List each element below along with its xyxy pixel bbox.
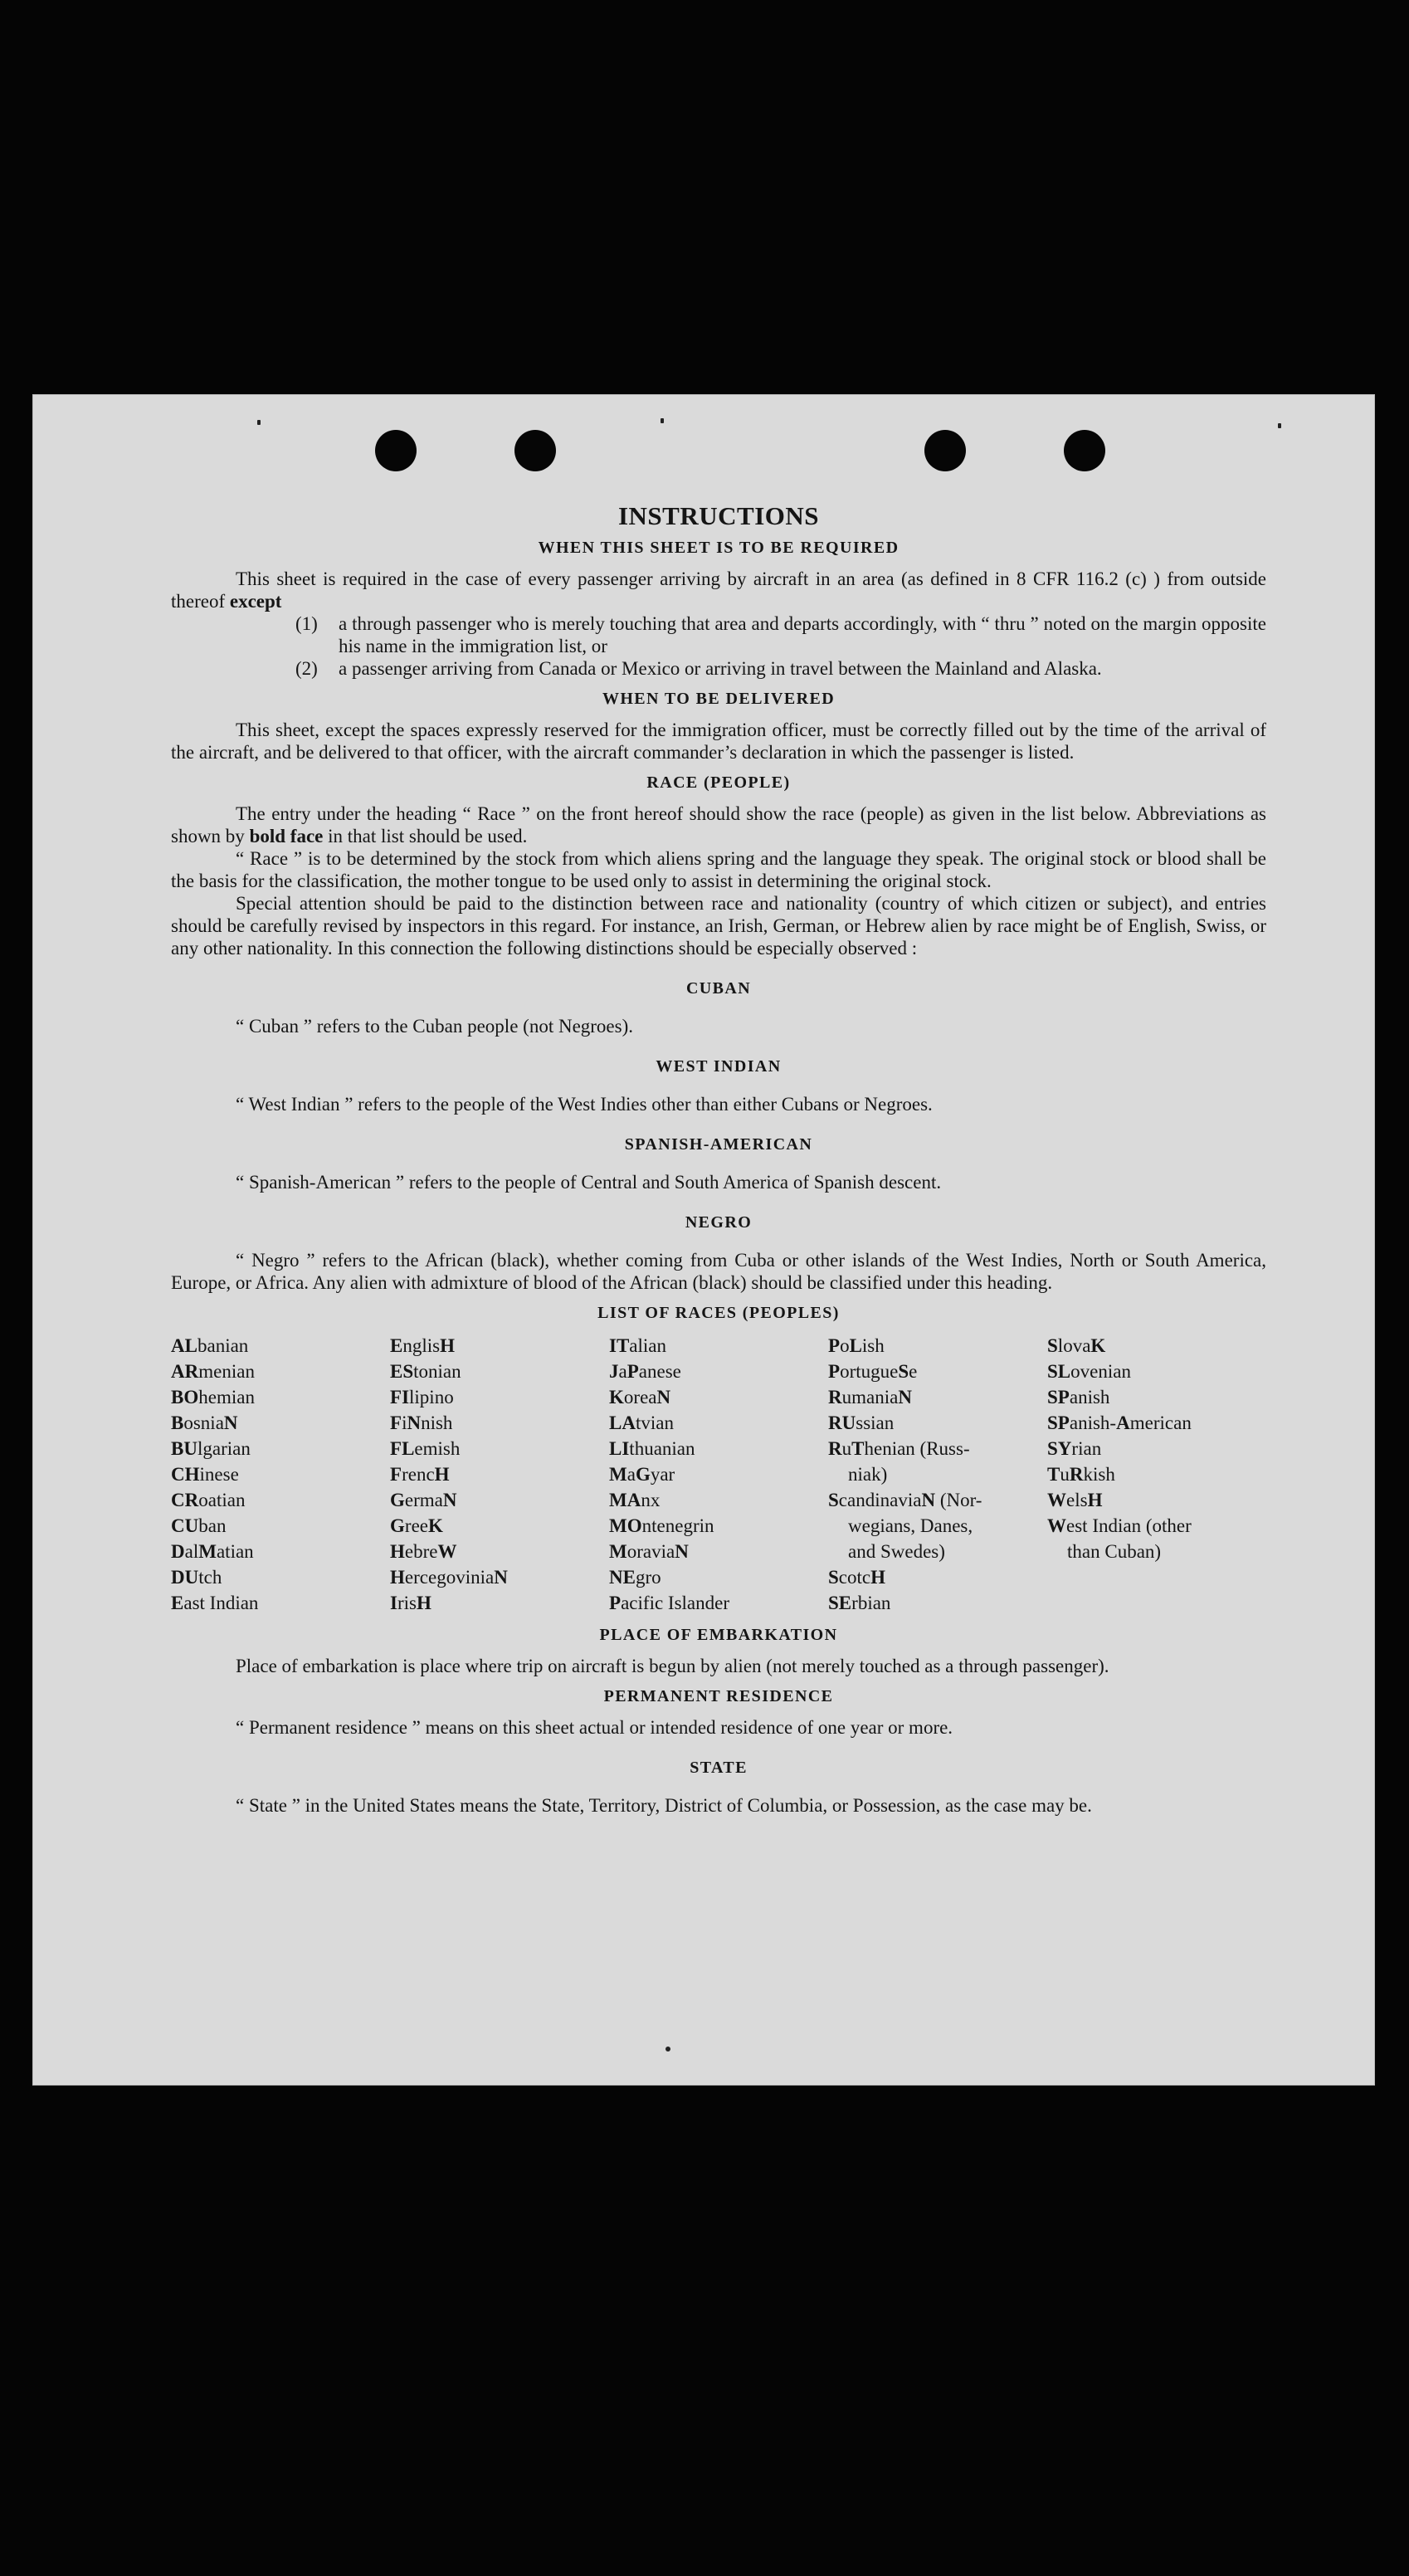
race-item: MoraviaN xyxy=(609,1541,689,1562)
paper-speck xyxy=(661,418,664,423)
race-item: NEgro xyxy=(609,1567,661,1588)
punch-hole xyxy=(1064,430,1105,471)
race-item: MOntenegrin xyxy=(609,1515,714,1536)
race-item: HebreW xyxy=(390,1541,457,1562)
heading-state: STATE xyxy=(690,1759,748,1777)
race-item: ScandinaviaN (Nor- xyxy=(828,1490,982,1510)
race-item: CUban xyxy=(171,1515,227,1536)
race-item: RuThenian (Russ- xyxy=(828,1438,970,1459)
heading-residence: PERMANENT RESIDENCE xyxy=(603,1687,834,1705)
document-page xyxy=(33,395,1374,2085)
paper-speck xyxy=(665,2047,670,2052)
race-item: East Indian xyxy=(171,1593,259,1613)
race-column xyxy=(828,1333,1047,1616)
race-item: CRoatian xyxy=(171,1490,246,1510)
race-column xyxy=(171,1333,390,1616)
race-item: TuRkish xyxy=(1047,1464,1115,1485)
race-item: EStonian xyxy=(390,1361,461,1382)
race-item: and Swedes) xyxy=(848,1541,945,1562)
race-item: RUssian xyxy=(828,1412,895,1433)
race-column xyxy=(390,1333,609,1616)
race-item: DalMatian xyxy=(171,1541,254,1562)
heading-when-delivered: WHEN TO BE DELIVERED xyxy=(602,690,836,708)
list-item: (2) a passenger arriving from Canada or Mexico or arriving in travel between the Mainland and Alaska. xyxy=(295,658,1102,679)
race-item: BUlgarian xyxy=(171,1438,251,1459)
heading-west-indian: WEST INDIAN xyxy=(656,1057,782,1076)
race-item: FiNnish xyxy=(390,1412,453,1433)
instructions-text xyxy=(171,503,1266,1817)
race-item: SPanish xyxy=(1047,1387,1110,1408)
race-item: West Indian (other xyxy=(1047,1515,1192,1536)
paragraph: This sheet, except the spaces expressly reserved for the immigration officer, must be correctly filled out by the time of the arrival of the aircraft, and be delivered to that officer, with the aircraft commander’s declaration in which the passenger is listed. xyxy=(171,720,1266,763)
race-item: ARmenian xyxy=(171,1361,255,1382)
punch-hole xyxy=(375,430,417,471)
race-item: LAtvian xyxy=(609,1412,674,1433)
heading-spanish-american: SPANISH-AMERICAN xyxy=(624,1135,813,1154)
heading-race: RACE (PEOPLE) xyxy=(646,773,791,792)
race-item: MAnx xyxy=(609,1490,661,1510)
heading-list-of-races: LIST OF RACES (PEOPLES) xyxy=(597,1304,840,1322)
race-item: SErbian xyxy=(828,1593,891,1613)
race-item: CHinese xyxy=(171,1464,239,1485)
page-title: INSTRUCTIONS xyxy=(617,501,819,530)
heading-embarkation: PLACE OF EMBARKATION xyxy=(599,1626,838,1644)
race-item: GreeK xyxy=(390,1515,443,1536)
race-item: SLovenian xyxy=(1047,1361,1131,1382)
race-item: niak) xyxy=(848,1464,888,1485)
paragraph: “ Negro ” refers to the African (black), whether coming from Cuba or other islands of the West Indies, North or South America, Europe, or Africa. Any alien with admixture of blood of the African (black) should be classified under this heading. xyxy=(171,1250,1266,1293)
paragraph: Place of embarkation is place where trip on aircraft is begun by alien (not merely touched as a through passenger). xyxy=(236,1656,1109,1676)
paragraph: “ State ” in the United States means the State, Territory, District of Columbia, or Possession, as the case may be. xyxy=(236,1795,1092,1816)
race-item: ITalian xyxy=(609,1335,667,1356)
heading-negro: NEGRO xyxy=(685,1213,753,1232)
race-item: wegians, Danes, xyxy=(848,1515,973,1536)
paragraph: “ Permanent residence ” means on this sheet actual or intended residence of one year or more. xyxy=(236,1717,953,1738)
race-item: MaGyar xyxy=(609,1464,675,1485)
race-item: BosniaN xyxy=(171,1412,238,1433)
heading-when-required: WHEN THIS SHEET IS TO BE REQUIRED xyxy=(538,539,900,557)
punch-hole xyxy=(514,430,556,471)
paragraph: “ Spanish-American ” refers to the people of Central and South America of Spanish descent. xyxy=(236,1172,942,1193)
race-item: than Cuban) xyxy=(1067,1541,1162,1562)
race-item: ALbanian xyxy=(171,1335,249,1356)
race-item: BOhemian xyxy=(171,1387,255,1408)
list-item: (1) a through passenger who is merely touching that area and departs accordingly, with “ thru ” noted on the margin opposite his name in the immigration list, or xyxy=(295,613,1266,656)
race-item: SPanish-American xyxy=(1047,1412,1192,1433)
race-item: KoreaN xyxy=(609,1387,671,1408)
paragraph: “ Race ” is to be determined by the stock from which aliens spring and the language they speak. The original stock or blood shall be the basis for the classification, the mother tongue to be used only to assist in determining the original stock. xyxy=(171,848,1266,891)
race-item: WelsH xyxy=(1047,1490,1103,1510)
race-item: RumaniaN xyxy=(828,1387,912,1408)
race-item: HercegoviniaN xyxy=(390,1567,508,1588)
heading-cuban: CUBAN xyxy=(685,979,752,998)
race-item: GermaN xyxy=(390,1490,457,1510)
race-item: ScotcH xyxy=(828,1567,886,1588)
paragraph: The entry under the heading “ Race ” on the front hereof should show the race (people) as given in the list below. Abbreviations as shown by bold face in that list should be used. xyxy=(171,803,1266,846)
race-item: JaPanese xyxy=(609,1361,681,1382)
paragraph: “ West Indian ” refers to the people of the West Indies other than either Cubans or Negroes. xyxy=(236,1094,933,1115)
race-item: PortugueSe xyxy=(828,1361,918,1382)
race-item: LIthuanian xyxy=(609,1438,695,1459)
races-list xyxy=(171,1333,1266,1616)
paragraph: “ Cuban ” refers to the Cuban people (not Negroes). xyxy=(236,1016,634,1037)
paper-speck xyxy=(1278,423,1281,428)
paragraph: Special attention should be paid to the distinction between race and nationality (country of which citizen or subject), and entries should be carefully revised by inspectors in this regard. For instance, an Irish, German, or Hebrew alien by race might be of English, Swiss, or any other nationality. In this connection the following distinctions should be especially observed : xyxy=(171,893,1266,959)
race-item: PoLish xyxy=(828,1335,885,1356)
race-item: EnglisH xyxy=(390,1335,455,1356)
race-item: FLemish xyxy=(390,1438,461,1459)
paper-speck xyxy=(257,420,261,425)
punch-hole xyxy=(924,430,966,471)
race-item: SlovaK xyxy=(1047,1335,1106,1356)
race-column xyxy=(609,1333,828,1616)
race-item: IrisH xyxy=(390,1593,431,1613)
race-item: SYrian xyxy=(1047,1438,1102,1459)
race-item: Pacific Islander xyxy=(609,1593,729,1613)
race-item: FIlipino xyxy=(390,1387,454,1408)
race-item: FrencH xyxy=(390,1464,450,1485)
race-item: DUtch xyxy=(171,1567,222,1588)
paragraph: This sheet is required in the case of every passenger arriving by aircraft in an area (as defined in 8 CFR 116.2 (c) ) from outside thereof except xyxy=(171,568,1266,612)
race-column xyxy=(1047,1333,1266,1616)
